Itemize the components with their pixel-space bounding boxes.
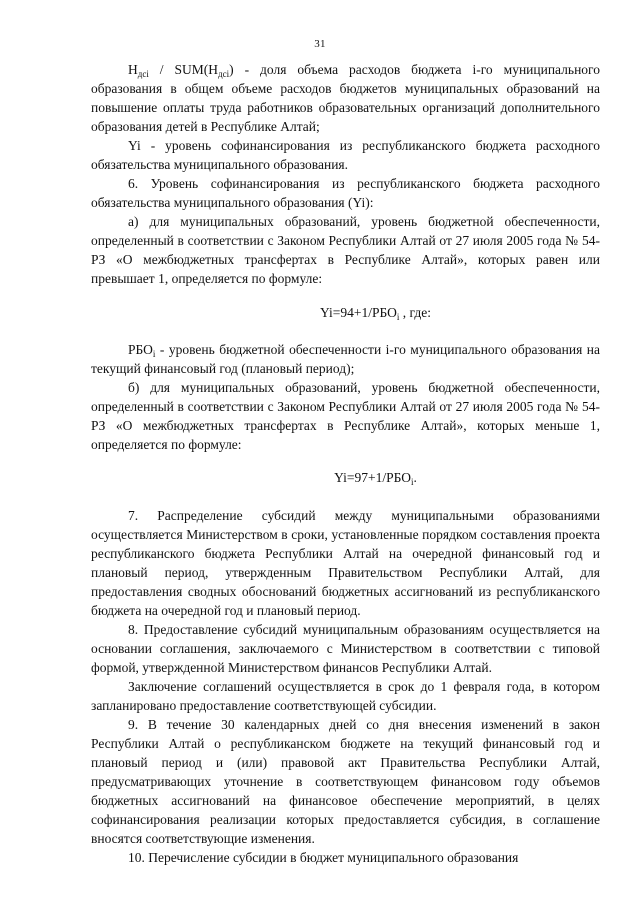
- subscript: i: [396, 312, 400, 322]
- text-run: Н: [128, 62, 138, 77]
- subscript: дсi: [137, 69, 149, 79]
- subscript: i: [152, 349, 156, 359]
- paragraph-item-6: 6. Уровень софинансирования из республиканского бюджета расходного обязательства муниципального образования (Yi):: [91, 176, 600, 210]
- subscript: i: [411, 477, 414, 487]
- text-run: ) - доля объема расходов бюджета i-го муниципального образования в общем объеме расходов бюджетов муниципальных образований на повышение оплаты труда работников образовательных организаций дополнительного образования детей в Республике Алтай;: [91, 62, 600, 134]
- paragraph-item-9: 9. В течение 30 календарных дней со дня внесения изменений в закон Республики Алтай о республиканском бюджете на текущий финансовый год и плановый период и (или) правовой акт Правительства Республики Алтай, предусматривающих уточнение в соответствующем финансовом году объемов бюджетных ассигнований на финансовое обеспечение мероприятий, в целях софинансирования реализации которых предоставляется субсидия, в соглашение вносятся соответствующие изменения.: [91, 717, 600, 846]
- paragraph-item-6a: а) для муниципальных образований, уровень бюджетной обеспеченности, определенный в соответствии с Законом Республики Алтай от 27 июля 2005 года № 54-РЗ «О межбюджетных трансфертах в Республике Алтай», которых равен или превышает 1, определяется по формуле:: [91, 214, 600, 286]
- document-body: [91, 60, 600, 867]
- formula-yi-94: [91, 303, 600, 322]
- text-run: .: [413, 470, 417, 485]
- text-run: - уровень бюджетной обеспеченности i-го муниципального образования на текущий финансовый год (плановый период);: [91, 342, 600, 376]
- subscript: дсi: [218, 69, 230, 79]
- paragraph-item-6b: б) для муниципальных образований, уровень бюджетной обеспеченности, определенный в соответствии с Законом Республики Алтай от 27 июля 2005 года № 54-РЗ «О межбюджетных трансфертах в Республике Алтай», которых меньше 1, определяется по формуле:: [91, 380, 600, 452]
- text-run: Yi=94+1/РБО: [319, 305, 397, 320]
- paragraph-yi-definition: Yi - уровень софинансирования из республиканского бюджета расходного обязательства муниципального образования.: [91, 138, 600, 172]
- page-number: 31: [314, 38, 326, 50]
- paragraph-item-8: 8. Предоставление субсидий муниципальным образованиям осуществляется на основании соглашения, заключаемого с Министерством в соответствии с типовой формой, утвержденной Министерством финансов Республики Алтай.: [91, 622, 600, 675]
- paragraph-item-10: 10. Перечисление субсидии в бюджет муниципального образования: [128, 850, 519, 865]
- text-run: Yi=97+1/РБО: [334, 470, 411, 485]
- paragraph-agreement-deadline: Заключение соглашений осуществляется в срок до 1 февраля года, в котором запланировано предоставление соответствующей субсидии.: [91, 679, 600, 713]
- text-run: , где:: [399, 305, 432, 320]
- text-run: РБО: [128, 342, 153, 357]
- formula-yi-97: [91, 468, 600, 487]
- text-run: / SUM(Н: [148, 62, 219, 77]
- paragraph-share-of-expenses: [91, 60, 600, 136]
- paragraph-item-7: 7. Распределение субсидий между муниципальными образованиями осуществляется Министерством в сроки, установленные порядком составления проекта республиканского бюджета Республики Алтай на очередной финансовый год и плановый период, утвержденным Правительством Республики Алтай, для предоставления сводных обоснований бюджетных ассигнований из республиканского бюджета на очередной год и плановый период.: [91, 508, 600, 618]
- paragraph-rbo-definition: [91, 340, 600, 378]
